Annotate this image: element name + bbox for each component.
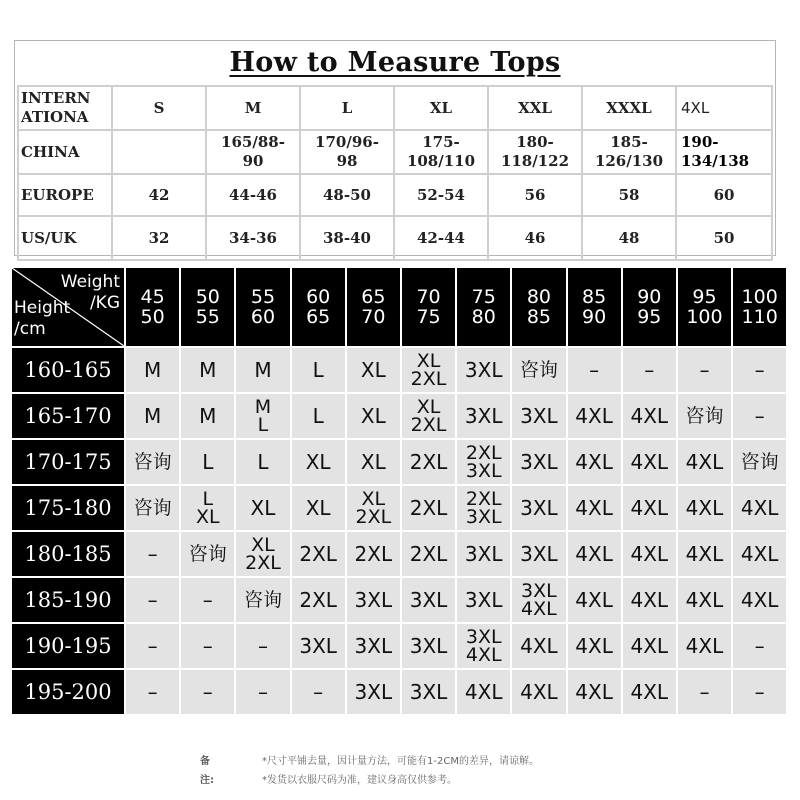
height-row xyxy=(12,532,786,576)
size-cell: XL xyxy=(347,394,400,438)
international-size-table xyxy=(17,85,773,261)
size-cell: 4XL xyxy=(678,624,731,668)
size-cell: – xyxy=(568,348,621,392)
size-label: S xyxy=(112,86,206,130)
size-cell: 4XL xyxy=(678,578,731,622)
size-label: L xyxy=(300,86,394,130)
height-range-label: 160-165 xyxy=(12,348,124,392)
size-value: 50 xyxy=(676,216,772,260)
size-cell: 4XL xyxy=(678,486,731,530)
size-cell: 4XL xyxy=(512,670,565,714)
size-cell: 3XL xyxy=(347,624,400,668)
weight-range-header: 60 65 xyxy=(292,268,345,346)
row-label: CHINA xyxy=(18,130,112,174)
size-cell: – xyxy=(623,348,676,392)
height-axis-label: Height /cm xyxy=(14,298,71,339)
size-value: 175- 108/110 xyxy=(394,130,488,174)
size-cell: – xyxy=(292,670,345,714)
size-cell: 4XL xyxy=(457,670,510,714)
size-value: 42 xyxy=(112,174,206,216)
size-cell: 4XL xyxy=(568,670,621,714)
size-cell: M L xyxy=(236,394,289,438)
size-cell: 3XL xyxy=(512,394,565,438)
weight-axis-label: Weight /KG xyxy=(60,272,120,313)
size-cell: M xyxy=(236,348,289,392)
size-row xyxy=(18,216,772,260)
size-cell: 4XL xyxy=(568,532,621,576)
height-range-label: 190-195 xyxy=(12,624,124,668)
size-cell: 3XL xyxy=(512,486,565,530)
size-cell: 咨询 xyxy=(126,440,179,484)
size-cell: 4XL xyxy=(733,532,786,576)
size-value: 58 xyxy=(582,174,676,216)
size-cell: 2XL xyxy=(402,440,455,484)
size-row xyxy=(18,130,772,174)
size-value: 190- 134/138 xyxy=(676,130,772,174)
size-cell: M xyxy=(126,348,179,392)
notes-label: 备注: xyxy=(200,756,214,786)
size-cell: 4XL xyxy=(678,532,731,576)
size-cell: 3XL xyxy=(402,624,455,668)
size-cell: 3XL xyxy=(512,532,565,576)
weight-range-header: 80 85 xyxy=(512,268,565,346)
size-cell: – xyxy=(733,670,786,714)
weight-range-header: 45 50 xyxy=(126,268,179,346)
size-cell: XL 2XL xyxy=(402,394,455,438)
size-cell: 4XL xyxy=(733,578,786,622)
height-row xyxy=(12,670,786,714)
size-cell: 4XL xyxy=(568,578,621,622)
size-cell: L xyxy=(292,348,345,392)
size-cell: M xyxy=(181,394,234,438)
note-line: *尺寸平铺去量，因计量方法，可能有1-2CM的差异，请谅解。 xyxy=(262,756,539,767)
height-row xyxy=(12,394,786,438)
size-value: 48 xyxy=(582,216,676,260)
corner-header xyxy=(12,268,124,346)
size-cell: 4XL xyxy=(623,670,676,714)
height-row xyxy=(12,578,786,622)
weight-range-header: 75 80 xyxy=(457,268,510,346)
size-value: 32 xyxy=(112,216,206,260)
size-cell: – xyxy=(181,578,234,622)
size-cell: – xyxy=(733,348,786,392)
size-value: 56 xyxy=(488,174,582,216)
note-line: *发货以衣服尺码为准，建议身高仅供参考。 xyxy=(262,775,457,786)
row-label: EUROPE xyxy=(18,174,112,216)
size-cell: L XL xyxy=(181,486,234,530)
chart-title: How to Measure Tops xyxy=(229,47,561,78)
size-cell: – xyxy=(236,670,289,714)
size-cell: – xyxy=(733,394,786,438)
size-cell: – xyxy=(678,670,731,714)
size-value: 46 xyxy=(488,216,582,260)
size-cell: 4XL xyxy=(623,624,676,668)
size-row xyxy=(18,174,772,216)
height-range-label: 185-190 xyxy=(12,578,124,622)
size-cell: 3XL xyxy=(347,578,400,622)
size-label: XXXL xyxy=(582,86,676,130)
size-value: 60 xyxy=(676,174,772,216)
size-cell: 3XL 4XL xyxy=(457,624,510,668)
size-cell: 3XL xyxy=(402,670,455,714)
size-cell: 3XL xyxy=(457,578,510,622)
size-value: 165/88- 90 xyxy=(206,130,300,174)
weight-range-header: 55 60 xyxy=(236,268,289,346)
size-value: 180- 118/122 xyxy=(488,130,582,174)
size-cell: 咨询 xyxy=(236,578,289,622)
weight-range-header: 65 70 xyxy=(347,268,400,346)
height-range-label: 170-175 xyxy=(12,440,124,484)
size-value: 38-40 xyxy=(300,216,394,260)
size-value: 48-50 xyxy=(300,174,394,216)
size-cell: 4XL xyxy=(623,394,676,438)
weight-header-row xyxy=(12,268,786,346)
size-cell: – xyxy=(181,624,234,668)
height-range-label: 175-180 xyxy=(12,486,124,530)
size-cell: 4XL xyxy=(568,624,621,668)
size-cell: 3XL xyxy=(457,348,510,392)
size-cell: 4XL xyxy=(512,624,565,668)
size-cell: – xyxy=(181,670,234,714)
size-cell: 3XL xyxy=(457,532,510,576)
size-cell: 3XL xyxy=(292,624,345,668)
size-cell: – xyxy=(126,532,179,576)
size-value: 42-44 xyxy=(394,216,488,260)
size-cell: 2XL xyxy=(347,532,400,576)
size-value xyxy=(112,130,206,174)
size-cell: 咨询 xyxy=(733,440,786,484)
weight-range-header: 100 110 xyxy=(733,268,786,346)
size-cell: 3XL xyxy=(402,578,455,622)
size-cell: 4XL xyxy=(568,440,621,484)
size-cell: XL xyxy=(347,440,400,484)
height-range-label: 195-200 xyxy=(12,670,124,714)
size-cell: XL xyxy=(347,348,400,392)
size-cell: M xyxy=(126,394,179,438)
size-cell: – xyxy=(236,624,289,668)
size-cell: 咨询 xyxy=(126,486,179,530)
size-value: 34-36 xyxy=(206,216,300,260)
height-weight-size-grid xyxy=(10,266,788,716)
size-header-row xyxy=(18,86,772,130)
size-cell: 3XL 4XL xyxy=(512,578,565,622)
size-cell: 4XL xyxy=(623,578,676,622)
size-cell: 4XL xyxy=(568,486,621,530)
weight-range-header: 50 55 xyxy=(181,268,234,346)
height-row xyxy=(12,348,786,392)
size-cell: L xyxy=(292,394,345,438)
size-label: 4XL xyxy=(676,86,772,130)
size-cell: XL xyxy=(236,486,289,530)
size-cell: – xyxy=(126,624,179,668)
size-cell: 3XL xyxy=(347,670,400,714)
height-row xyxy=(12,440,786,484)
size-cell: – xyxy=(126,578,179,622)
size-cell: 2XL xyxy=(292,532,345,576)
size-cell: XL 2XL xyxy=(236,532,289,576)
size-label: XL xyxy=(394,86,488,130)
size-cell: – xyxy=(678,348,731,392)
size-cell: 4XL xyxy=(568,394,621,438)
size-cell: 4XL xyxy=(678,440,731,484)
size-cell: 3XL xyxy=(457,394,510,438)
weight-range-header: 95 100 xyxy=(678,268,731,346)
size-cell: 4XL xyxy=(623,440,676,484)
size-cell: 2XL 3XL xyxy=(457,440,510,484)
size-cell: – xyxy=(126,670,179,714)
size-label: XXL xyxy=(488,86,582,130)
size-cell: 3XL xyxy=(512,440,565,484)
height-row xyxy=(12,624,786,668)
height-range-label: 180-185 xyxy=(12,532,124,576)
row-label: US/UK xyxy=(18,216,112,260)
size-value: 52-54 xyxy=(394,174,488,216)
size-cell: 咨询 xyxy=(678,394,731,438)
size-cell: XL xyxy=(292,440,345,484)
size-cell: 2XL xyxy=(292,578,345,622)
height-range-label: 165-170 xyxy=(12,394,124,438)
top-size-chart xyxy=(14,40,776,256)
size-cell: XL 2XL xyxy=(402,348,455,392)
size-value: 44-46 xyxy=(206,174,300,216)
size-cell: XL xyxy=(292,486,345,530)
size-cell: 4XL xyxy=(733,486,786,530)
row-label: INTERN ATIONA xyxy=(18,86,112,130)
size-cell: 咨询 xyxy=(181,532,234,576)
size-label: M xyxy=(206,86,300,130)
size-cell: 2XL xyxy=(402,532,455,576)
size-cell: 咨询 xyxy=(512,348,565,392)
size-cell: 2XL xyxy=(402,486,455,530)
size-cell: M xyxy=(181,348,234,392)
size-cell: 4XL xyxy=(623,486,676,530)
height-row xyxy=(12,486,786,530)
size-cell: – xyxy=(733,624,786,668)
size-cell: XL 2XL xyxy=(347,486,400,530)
size-cell: 2XL 3XL xyxy=(457,486,510,530)
weight-range-header: 85 90 xyxy=(568,268,621,346)
weight-range-header: 90 95 xyxy=(623,268,676,346)
size-value: 170/96- 98 xyxy=(300,130,394,174)
size-cell: L xyxy=(236,440,289,484)
size-value: 185- 126/130 xyxy=(582,130,676,174)
size-cell: 4XL xyxy=(623,532,676,576)
size-cell: L xyxy=(181,440,234,484)
weight-range-header: 70 75 xyxy=(402,268,455,346)
